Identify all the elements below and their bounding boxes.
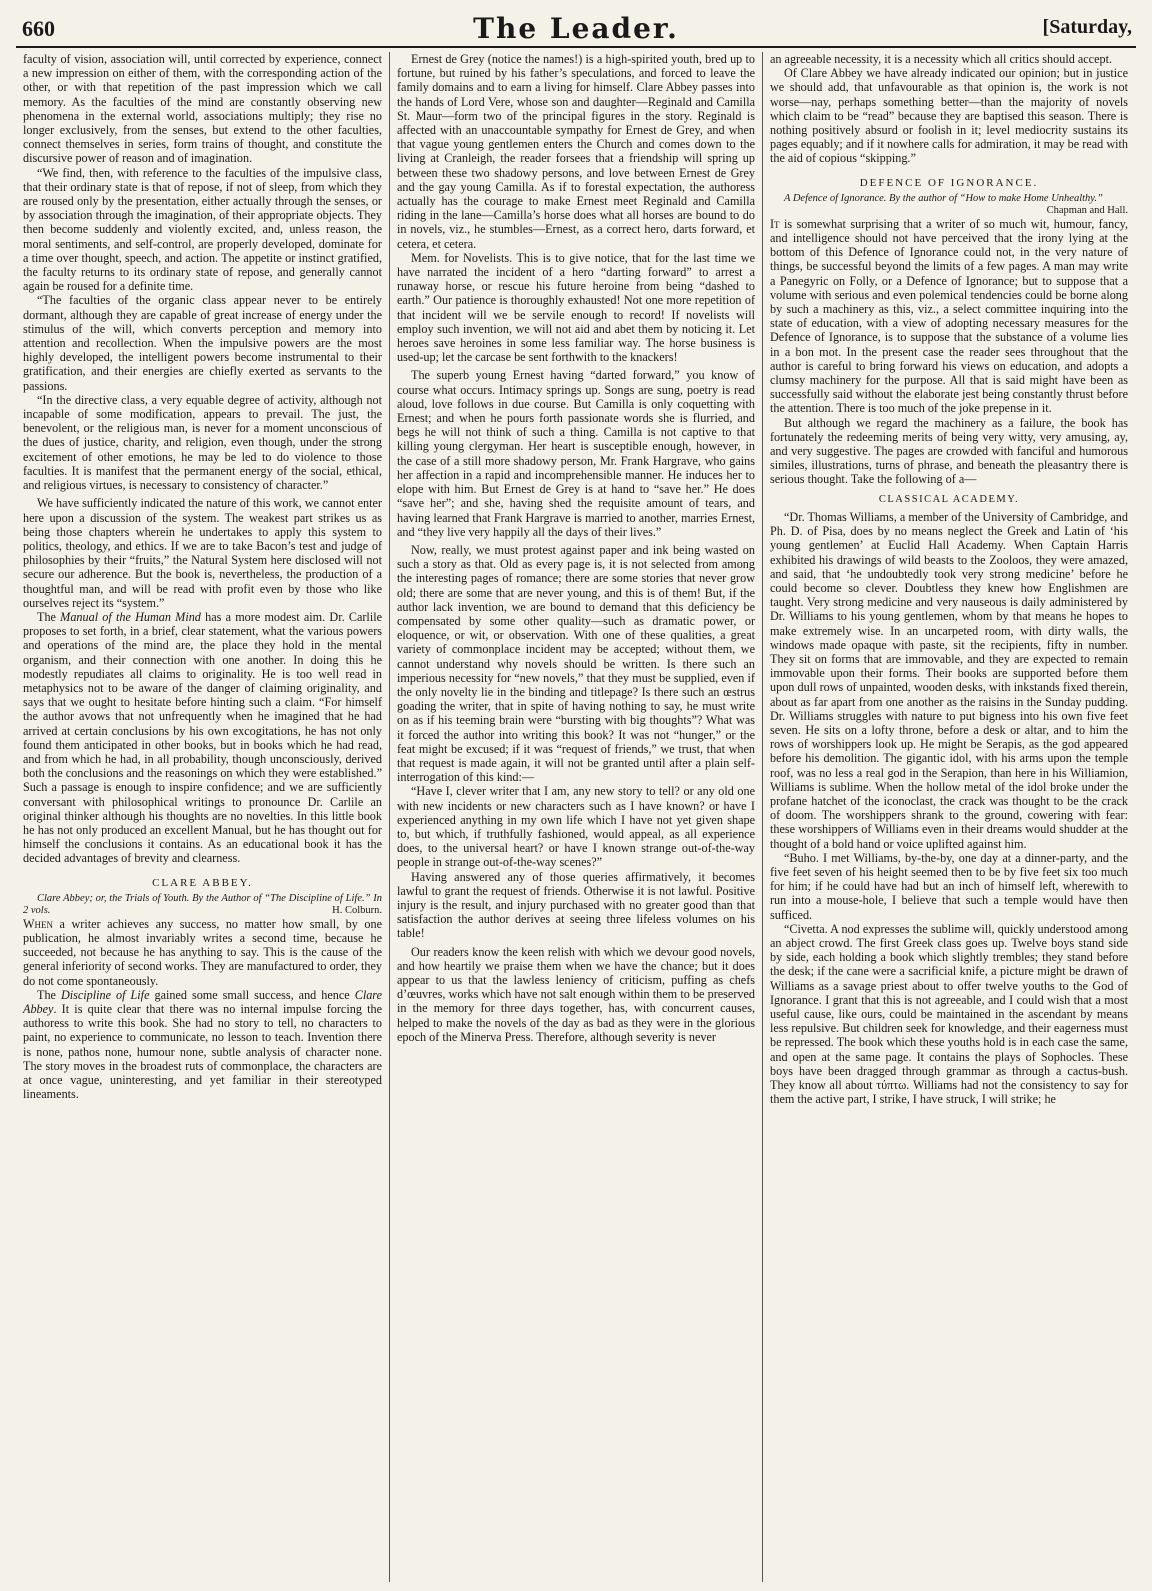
text-run: is somewhat surprising that a writer of so much wit, humour, fancy, and intelligence should not have perceived that the irony lying at the bottom of this Defence of Ignorance could not, in the very nature of things, be successful beyond the limits of a few pages. A man may write a Panegyric on Folly, or a Defence of Ignorance; but to suppose that a volume with serious and even polemical tendencies could be borne along by such a machinery as this, viz., a select committee inquiring into the state of education, with a view of adopting necessary measures for the Defence of Ignorance, is to suppose that the substance of a volume lies in a bon mot. In the present case the reader sees throughout that the author is careful to bring forward his views on education, and adopts a clumsy machinery for the purpose. All that is said might have been as successfully said without the elaborate jest being constantly thrust before the attention. There is too much of the joke prepense in it.	[770, 216, 1128, 416]
text-columns	[16, 52, 1136, 1582]
masthead: The Leader.	[473, 12, 679, 45]
paragraph: an agreeable necessity, it is a necessity which all critics should accept.	[770, 52, 1113, 66]
column-2	[389, 52, 762, 1582]
paragraph: faculty of vision, association will, until corrected by experience, connect a new impression on either of them, with the corresponding action of the other, or with that repetition of the past impression which we call memory. As the faculties of the mind are constantly observing new phenomena in the external world, associations multiply; they rise no longer exclusively, from the senses, but extend to the other faculties, connect themselves in series, form trains of thought, and constitute the discursive power of reason and of imagination.	[23, 52, 382, 166]
text-run: . It is quite clear that there was no internal impulse forcing the authoress to write this book. She had no story to tell, no characters to paint, no experience to communicate, no lesson to teach. Invention there is none, pathos none, humour none, subtle analysis of character none. The story moves in the broadest ruts of commonplace, the characters are at once vague, uninteresting, and yet familiar in their stereotyped lineaments.	[23, 1002, 382, 1102]
book-title: Discipline of Life	[60, 987, 150, 1002]
citation-publisher: H. Colburn.	[332, 904, 382, 916]
paragraph	[770, 217, 1128, 416]
paragraph	[23, 917, 382, 988]
section-title: CLARE ABBEY.	[152, 876, 253, 889]
text-run: a writer achieves any success, no matter how small, by one publication, he almost invariably writes a second time, because he succeeded, not because he has anything to say. This is the cause of the general inferiority of second works. They are manufactured to order, they do not come spontaneously.	[23, 916, 382, 988]
paragraph: “In the directive class, a very equable degree of activity, although not incapable of some modification, appears to prevail. The just, the benevolent, or the religious man, is never for a moment unconscious of the dues of justice, charity, and religion, even though, under the strong excitement of other emotions, he may be led to do violence to those faculties. It is manifest that the permanent energy of the social, ethical, and religious virtues, is necessary to consistency of character.”	[23, 392, 382, 493]
text-run: has a more modest aim. Dr. Carlile proposes to set forth, in a brief, clear statement, what the various powers and operations of the mind are, the place they hold in the mental organism, and their connection with one another. In doing this he modestly repudiates all claims to originality. He is too well read in metaphysics not to be aware of the danger of claiming originality, and says that we ought to hesitate before hinting such a claim. “For himself the author avows that not unfrequently when he imagined that he had arrived at certain conclusions by his own excogitations, he has not only found them anticipated in other books, but in books which he had read, and from which he had, in all probability, though unconsciously, derived both the conclusions and the reasonings on which they were established.” Such a passage is enough to inspire confidence; and we are sufficiently conversant with philosophical writings to pronounce Dr. Carlile an original thinker although his thoughts are no novelties. In this little book he has not only produced an excellent Manual, but he has thought out for himself the conclusions it contains. As an educational book it has the decided advantages of brevity and clearness.	[23, 609, 382, 866]
review-citation	[23, 893, 382, 917]
text-run: The	[37, 987, 61, 1002]
section-title: DEFENCE OF IGNORANCE.	[859, 176, 1039, 189]
column-3	[762, 52, 1135, 1582]
paragraph: “Have I, clever writer that I am, any new story to tell? or any old one with new incidents or new characters such as I have known? or have I experienced anything in my own life which I have not yet given shape to, but which, if truthfully fashioned, would appeal, as all experience does, to the universal heart? or have I known strange out-of-the-way people in strange out-of-the-way scenes?”	[397, 784, 755, 870]
citation-text: Clare Abbey; or, the Trials of Youth. By the Author of “The Discipline of Life.” In 2 vols.	[23, 892, 382, 916]
paragraph: We have sufficiently indicated the nature of this work, we cannot enter here upon a discussion of the system. The weakest part strikes us as being those chapters wherein he undertakes to apply this system to politics, theology, and ethics. If we are to take Bacon’s test and judge of philosophies by their “fruits,” the Natural System here disclosed will not secure our adherence. But the book is, nevertheless, the production of a thoughtful man, and will be read with profit even by those who like ourselves reject its “system.”	[23, 496, 382, 610]
column-1	[16, 52, 389, 1582]
page-header	[16, 12, 1136, 48]
book-title: Manual of the Human Mind	[60, 609, 201, 624]
paragraph: But although we regard the machinery as a failure, the book has fortunately the redeeming merits of being very witty, very amusing, ay, and very suggestive. The pages are crowded with fanciful and humorous similes, illustrations, turns of phrase, and beneath the pleasantry there is serious thought. Take the following of a—	[770, 415, 1128, 487]
citation-publisher: Chapman and Hall.	[1046, 204, 1128, 216]
paragraph: Now, really, we must protest against paper and ink being wasted on such a story as that. Old as every page is, it is not selected from among the interesting pages of romance; there are some stories that never grow old; there are some that are never young, and this is of them! But, if the author lack invention, we are bound to demand that this deficiency be compensated by some other quality—such as dramatic power, or eloquence, or wit, or observation. With one of these qualities, a great variety of commonplace incident may be accepted; without them, we cannot understand why novels should be written. Is there such an imperious necessity for “new novels,” that they must be supplied, even if the only novelty lie in the binding and titlepage? Is there such an œstrus goading the writer, that in spite of having nothing to say, he must write on as if his teeming brain were “bursting with big thoughts”? What was it forced the author into writing this book? It was not “hunger,” or the feat might be excused; if it was “request of friends,” we trust, that when that request is made again, it will not be granted until after a plain self-interrogation of this kind:—	[397, 542, 755, 785]
subsection-title: CLASSICAL ACADEMY.	[878, 493, 1020, 505]
paragraph: Mem. for Novelists. This is to give notice, that for the last time we have narrated the incident of a hero “darting forward” to arrest a runaway horse, or rescue his future heroine from being “dashed to earth.” Our patience is thoroughly exhausted! Not one more repetition of that incident will we be servile enough to record! If novelists will employ such invention, we will not aid and abet them by noticing it. Let heroes save heroines in some less familiar way. The horse business is used-up; let the carcase be sent forthwith to the knackers!	[397, 250, 755, 365]
review-citation	[770, 193, 1128, 217]
header-day: [Saturday,	[1042, 16, 1132, 38]
paragraph: Having answered any of those queries affirmatively, it becomes lawful to grant the request of friends. Otherwise it is not lawful. Positive injury is the result, and injury purchased with no greater good than that satisfaction the author derives at seeing three lifeless volumes on his table!	[397, 869, 755, 941]
paragraph: “Civetta. A nod expresses the sublime will, quickly understood among an abject crowd. The first Greek class goes up. Twelve boys stand side by side, each holding a book which slightly trembles; they stand before the desk; if the cane were a sacrificial knife, a picture might be drawn of Williams as a savage priest about to offer twelve youths to the God of Ignorance. I grant that this is not agreeable, and I could wish that a most useful cause, like ours, could be maintained in the ascendant by means less repulsive. But children seek for knowledge, and their eagerness must be repressed. The book which these youths hold is in each case the same, and open at the same page. It contains the plays of Sophocles. These boys have been dragged through grammar as through a cactus-bush. They know all about τύπτω. Williams had not the consistency to say for them the active part, I strike, I have struck, I will strike; he	[770, 921, 1128, 1107]
paragraph: Ernest de Grey (notice the names!) is a high-spirited youth, bred up to fortune, but ruined by his father’s speculations, and forced to leave the family domains and to earn a living for himself. Clare Abbey passes into the hands of Lord Vere, whose son and daughter—Reginald and Camilla St. Maur—form two of the principal figures in the story. Reginald is affected with an unaccountable sympathy for Ernest de Grey, and when that vague young gentlemen enters the Church and comes down to the living at Cranleigh, the reader forsees that a friendship will spring up between these two shadowy persons, and love between Ernest de Grey and the gay young Camilla. As if to forestal expectation, the authoress actually has the courage to make Ernest meet Reginald and Camilla riding in the lane—Camilla’s horse does what all horses are bound to do in novels, viz., he stumbles—Ernest, as a correct hero, darts forward, et cetera, et cetera.	[397, 52, 755, 251]
text-run: gained some small success, and hence	[149, 987, 355, 1002]
paragraph: “Dr. Thomas Williams, a member of the University of Cambridge, and Ph. D. of Pisa, does by no means neglect the Greek and Latin of ‘his young gentlemen’ at Euclid Hall Academy. When Captain Harris exhibited his drawings of wild beasts to the Zooloos, they were amazed, and said, that ‘he undoubtedly took very strong medicine’ before he could become so clever. Doubtless they knew how Englishmen are taught. Very strong medicine and very nauseous is daily administered by Dr. Williams to his young gentlemen, whom by that means he hopes to make extremely wise. In an uncarpeted room, with dirty walls, the windows made opaque with paste, sit the recipients, fifty in number. They sit on forms that are immovable, and they are expected to remain immovable upon their forms. Their books are supported before them upon dull rows of unpainted, wooden desks, with inkstands fixed therein, about as far apart from one another as the raisins in the Sunday pudding. Dr. Williams struggles with nature to put bigness into his own five feet seven. He sits on a lofty throne, before a desk or altar, and to him the rows of worshippers look up. He might be Serapis, as the god appeared before his demolition. The gigantic idol, with his arms upon the temple roof, was no less a real god in the Serapion, than here in his Williamion, Williams is sublime. When the hollow metal of the idol broke under the profane hatchet of the iconoclast, the crack was thought to be the crack of doom. The worshippers shrank to the ground, cowering with fear: these worshippers of Williams even in their dreams would shudder at the thought of a bold hand or voice uplifted against him.	[770, 509, 1128, 851]
paragraph	[23, 988, 382, 1102]
paragraph: “Buho. I met Williams, by-the-by, one day at a dinner-party, and the five feet seven of his height seemed then to be by five feet six too much for him; if he could have had but an inch of himself left, wherewith to run into a mouse-hole, I believe that such a temple would have then sufficed.	[770, 850, 1128, 922]
paragraph	[23, 610, 382, 866]
citation-text: A Defence of Ignorance. By the author of “How to make Home Unhealthy.”	[784, 192, 1103, 204]
book-title: Clare Abbey	[23, 987, 382, 1016]
lead-word: When	[23, 916, 53, 931]
paragraph: “We find, then, with reference to the faculties of the impulsive class, that their ordinary state is that of repose, if not of sleep, from which they are roused only by the presentation, either actually through the senses, or by association through the imagination, of their appropriate objects. They then become suddenly and violently excited, and, unless reason, the moral sentiments, and self-control, are properly developed, dominate for a time over thought, speech, and action. The appetite or instinct gratified, the faculty returns to its ordinary state of repose, and generally cannot again be roused for a definite time.	[23, 165, 382, 294]
paragraph: Of Clare Abbey we have already indicated our opinion; but in justice we should add, that unfavourable as that opinion is, the work is not worse—nay, perhaps something better—than the majority of novels which claim to be “read” because they are baptised this season. There is nothing positively absurd or foolish in it; level mediocrity sustains its pages equably; and if it nowhere calls for admiration, it may be read with the aid of copious “skipping.”	[770, 66, 1128, 166]
paragraph: The superb young Ernest having “darted forward,” you know of course what occurs. Intimacy springs up. Songs are sung, poetry is read aloud, love follows in due course. But Camilla is only coquetting with Ernest; and when he pours forth passionate words she is flurried, and begs he will not think of such a thing. Camilla is not captive to that killing young clergyman. Her heart is susceptible enough, however, in the case of a still more shadowy person, Mr. Frank Hargrave, who gains her affection in a rapid and incomprehensible manner. He induces her to elope with him. But Ernest de Grey is at hand to “save her.” He does “save her”; and she, having shed the requisite amount of tears, and having learned that Frank Hargrave is married to another, marries Ernest, and “they live very happily all the days of their lives.”	[397, 368, 755, 539]
paragraph: “The faculties of the organic class appear never to be entirely dormant, although they are capable of great increase of energy under the stimulus of the will, which converts perception and memory into attention and recollection. When the impulsive powers are the most highly developed, the intelligent powers become instrumental to their gratification, and their energies are chiefly exerted as servants to the passions.	[23, 293, 382, 393]
lead-word: It	[770, 216, 780, 231]
page-number: 660	[22, 16, 55, 41]
paragraph: Our readers know the keen relish with which we devour good novels, and how heartily we praise them when we have the chance; but it does appear to us that the lawless leniency of criticism, puffing as chefs d’œuvres, works which have not salt enough within them to be preserved in the memory for three days together, has, with concurrent causes, helped to make the novels of the day as bad as they were in the glorious epoch of the Minerva Press. Therefore, although severity is never	[397, 944, 755, 1044]
text-run: The	[37, 609, 61, 624]
